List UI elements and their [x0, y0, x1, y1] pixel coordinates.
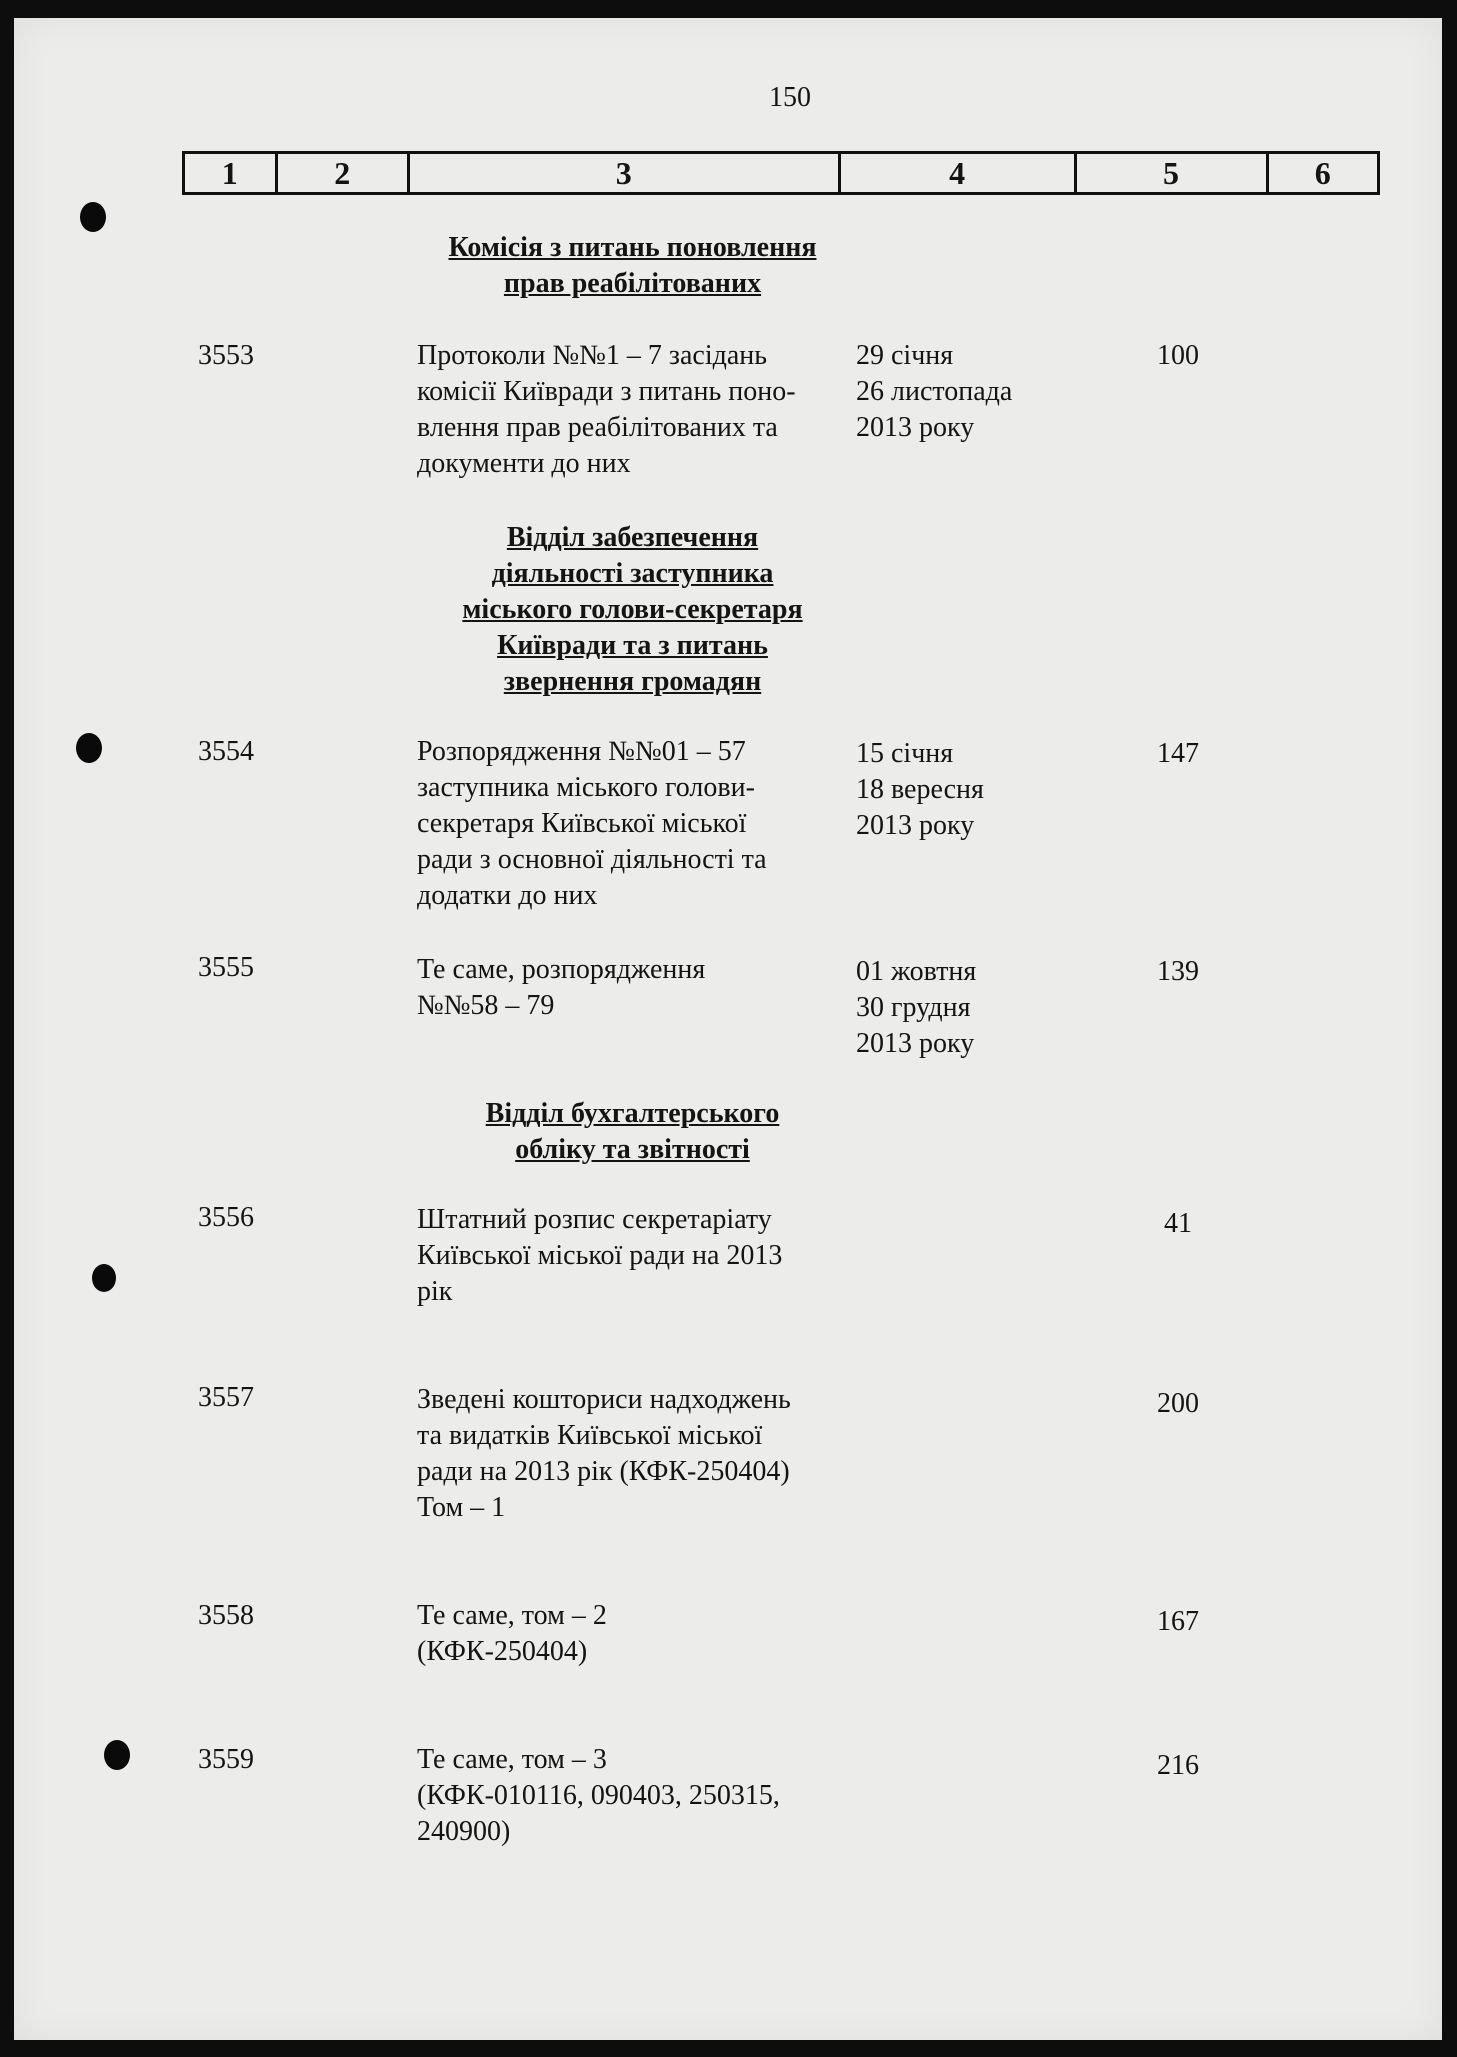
entry-page-count: 147 [1157, 738, 1199, 769]
entry-dates: 15 січня 18 вересня 2013 року [856, 738, 984, 841]
page-number: 150 [769, 82, 811, 113]
document-page [14, 18, 1442, 2040]
column-header: 5 [1077, 154, 1269, 192]
entry-number: 3555 [198, 952, 254, 983]
section-title: Комісія з питань поновлення прав реабілітованих [448, 232, 817, 299]
entry-title: Протоколи №№1 – 7 засідань комісії Київради з питань поно- влення прав реабілітованих та документи до них [417, 340, 796, 479]
entry-number: 3554 [198, 736, 254, 767]
entry-number: 3558 [198, 1600, 254, 1631]
entry-page-count: 216 [1157, 1750, 1199, 1781]
entry-number: 3559 [198, 1744, 254, 1775]
entry-dates: 01 жовтня 30 грудня 2013 року [856, 956, 977, 1059]
entry-page-count: 200 [1157, 1388, 1199, 1419]
entry-title: Те саме, том – 2 (КФК-250404) [417, 1600, 607, 1667]
column-header: 3 [410, 154, 841, 192]
punch-hole [104, 1740, 130, 1770]
entry-page-count: 167 [1157, 1606, 1199, 1637]
column-header: 4 [841, 154, 1077, 192]
entry-title: Розпорядження №№01 – 57 заступника міського голови- секретаря Київської міської ради з основної діяльності та додатки до них [417, 736, 767, 911]
entry-title: Те саме, розпорядження №№58 – 79 [417, 954, 706, 1021]
entry-number: 3553 [198, 340, 254, 371]
entry-number: 3556 [198, 1202, 254, 1233]
column-header: 2 [278, 154, 410, 192]
entry-number: 3557 [198, 1382, 254, 1413]
entry-page-count: 139 [1157, 956, 1199, 987]
entry-dates: 29 січня 26 листопада 2013 року [856, 340, 1013, 443]
punch-hole [80, 202, 106, 232]
entry-title: Зведені кошториси надходжень та видатків Київської міської ради на 2013 рік (КФК-250404) Том – 1 [417, 1384, 791, 1523]
entry-page-count: 100 [1157, 340, 1199, 371]
section-title: Відділ забезпечення діяльності заступника міського голови-секретаря Київради та з питань звернення громадян [462, 522, 803, 697]
section-title: Відділ бухгалтерського обліку та звітності [485, 1098, 780, 1165]
column-header: 1 [185, 154, 278, 192]
column-header-row [182, 151, 1380, 195]
punch-hole [92, 1264, 116, 1292]
column-header: 6 [1314, 154, 1331, 191]
entry-title: Те саме, том – 3 (КФК-010116, 090403, 250315, 240900) [417, 1744, 780, 1847]
entry-page-count: 41 [1164, 1208, 1192, 1239]
punch-hole [76, 733, 102, 763]
entry-title: Штатний розпис секретаріату Київської міської ради на 2013 рік [417, 1204, 783, 1307]
